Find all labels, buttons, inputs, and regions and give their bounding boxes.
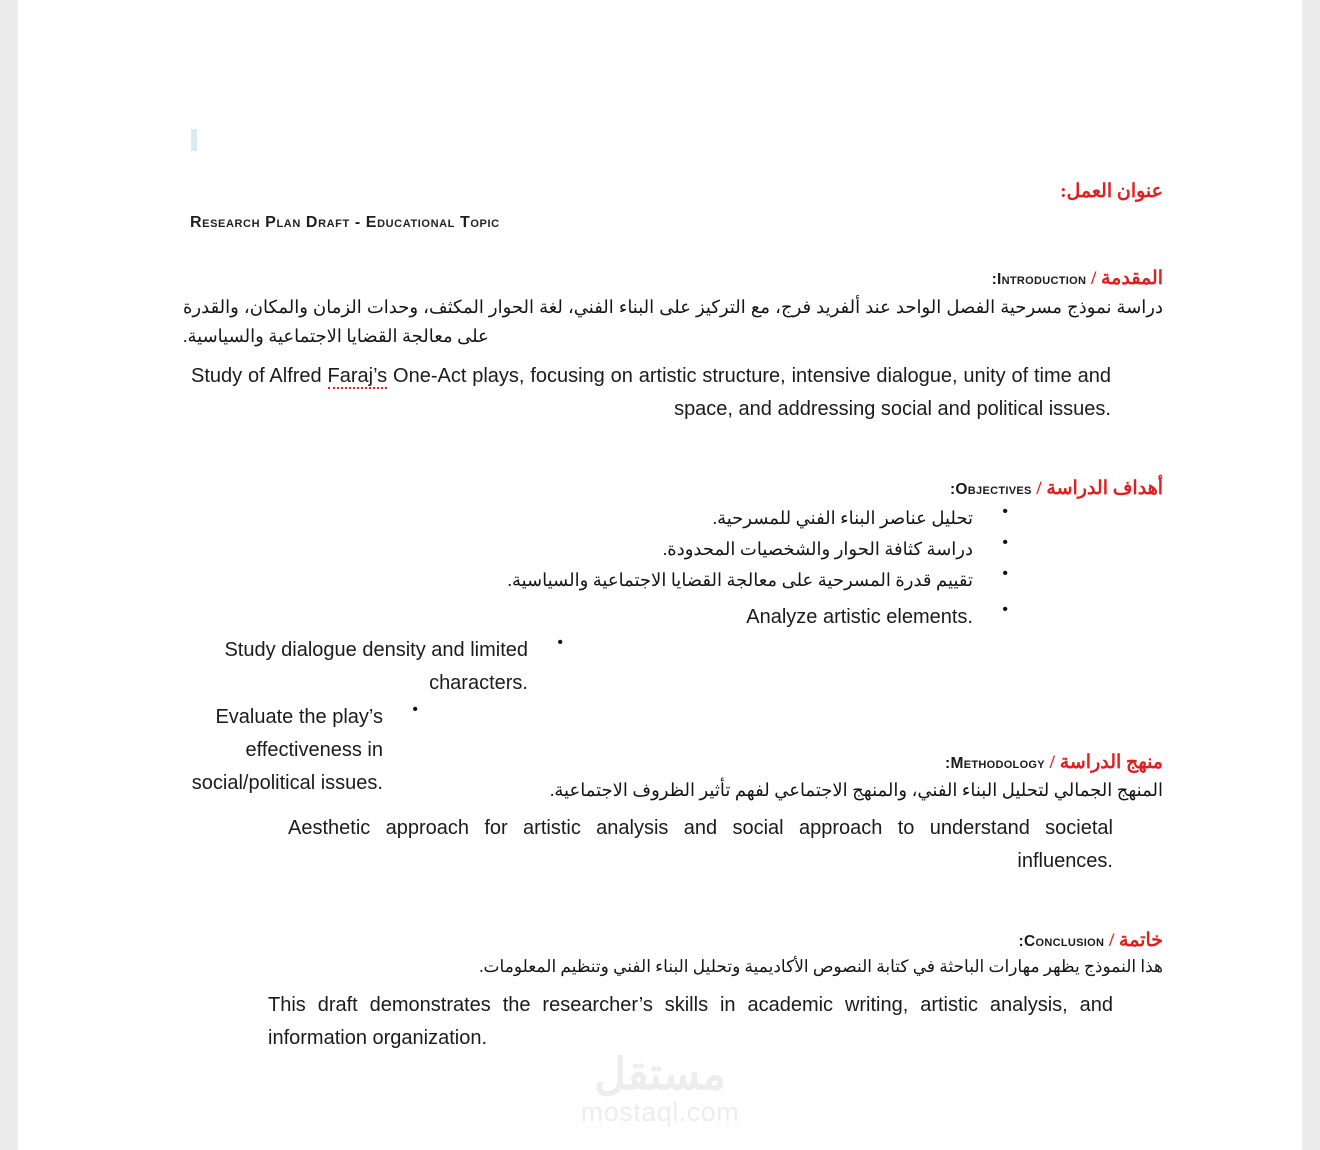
introduction-english-post: One-Act plays, focusing on artistic structure, intensive dialogue, unity of time and space, and addressing social and political issues. (387, 365, 1111, 420)
watermark-arabic-logo: مستقل (594, 1050, 726, 1099)
bullet-glyph-icon: • (1002, 564, 1008, 582)
introduction-arabic-body: دراسة نموذج مسرحية الفصل الواحد عند ألفريد فرج، مع التركيز على البناء الفني، لغة الحوار المكثف، وحدات الزمان والمكان، والقدرة على معالجة القضايا الاجتماعية والسياسية. (183, 297, 1163, 347)
section-heading-methodology (173, 751, 1163, 775)
heading-arabic-introduction: المقدمة / (1086, 268, 1163, 289)
heading-english-objectives: Objectives: (949, 481, 1032, 498)
heading-arabic-methodology: منهج الدراسة / (1044, 752, 1163, 773)
page-title: Research Plan Draft - Educational Topic (190, 214, 500, 231)
bullet-glyph-icon: • (557, 634, 563, 652)
work-title-label: عنوان العمل: (1060, 181, 1163, 202)
objective-arabic-2: دراسة كثافة الحوار والشخصيات المحدودة. (662, 538, 973, 559)
objective-english-2: Study dialogue density and limited characters. (224, 639, 528, 695)
methodology-english-body: Aesthetic approach for artistic analysis and social approach to understand societal influences. (288, 817, 1113, 872)
bullet-glyph-icon: • (1002, 601, 1008, 618)
section-heading-conclusion (173, 929, 1163, 953)
document-page (18, 0, 1302, 1150)
list-item (173, 503, 1163, 534)
bullet-glyph-icon: • (1002, 533, 1008, 551)
heading-english-conclusion: Conclusion: (1018, 933, 1105, 950)
objective-english-3: Evaluate the play’s effectiveness in social/political issues. (191, 705, 383, 794)
objective-arabic-1: تحليل عناصر البناء الفني للمسرحية. (712, 508, 973, 528)
methodology-arabic-body: المنهج الجمالي لتحليل البناء الفني، والمنهج الاجتماعي لفهم تأثير الظروف الاجتماعية. (549, 780, 1163, 800)
introduction-english-body (191, 360, 1111, 426)
heading-english-methodology: Methodology: (945, 755, 1045, 772)
conclusion-arabic-body: هذا النموذج يظهر مهارات الباحثة في كتابة النصوص الأكاديمية وتحليل البناء الفني وتنظيم المعلومات. (479, 957, 1163, 976)
list-item (173, 634, 1163, 700)
objective-english-1: Analyze artistic elements. (746, 606, 973, 628)
bullet-glyph-icon: • (1002, 503, 1008, 520)
conclusion-english-body: This draft demonstrates the researcher’s skills in academic writing, artistic analysis, and information organization. (268, 994, 1113, 1049)
section-heading-objectives (173, 477, 1163, 501)
watermark-url: mostaql.com (580, 1097, 740, 1128)
section-heading-introduction (173, 267, 1163, 291)
list-item (173, 601, 1163, 634)
heading-arabic-conclusion: خاتمة / (1104, 930, 1163, 951)
document-content (173, 0, 1163, 1150)
objectives-arabic-list (173, 503, 1163, 596)
bullet-glyph-icon: • (412, 700, 418, 718)
misspelled-word[interactable]: Faraj’s (327, 365, 388, 387)
objective-arabic-3: تقييم قدرة المسرحية على معالجة القضايا الاجتماعية والسياسية. (507, 569, 973, 590)
list-item (173, 534, 1163, 565)
list-item (173, 565, 1163, 596)
watermark (18, 1052, 1302, 1128)
heading-arabic-objectives: أهداف الدراسة / (1031, 478, 1163, 499)
introduction-english-pre: Study of Alfred (191, 365, 328, 387)
heading-english-introduction: Introduction: (991, 271, 1087, 288)
